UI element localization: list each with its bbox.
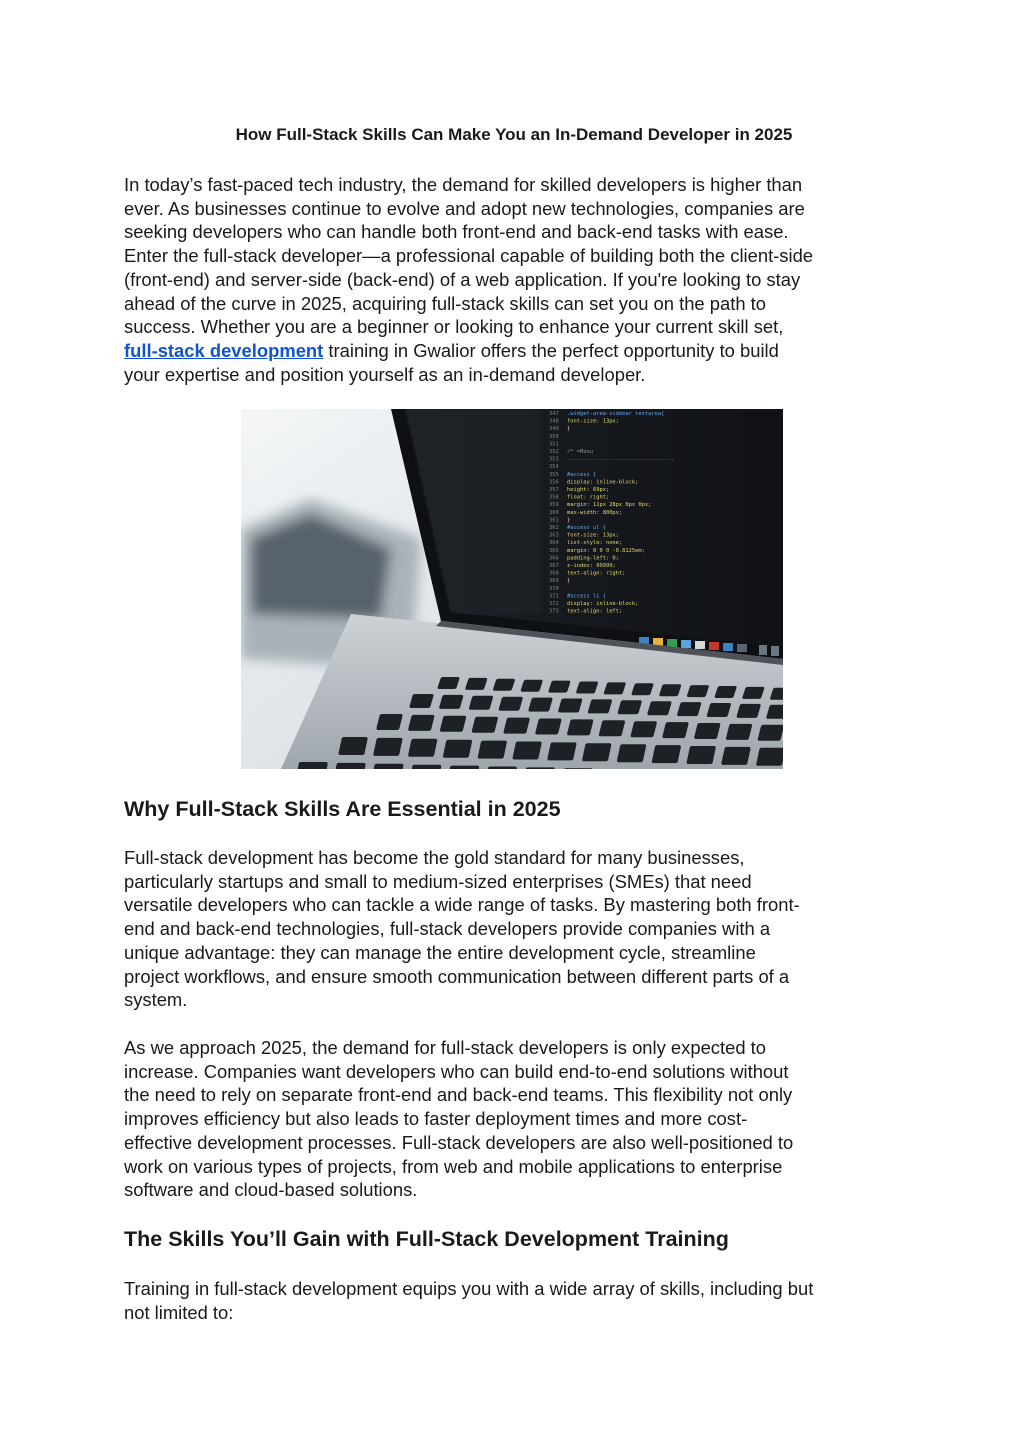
code-line-number: 353 [549,456,559,463]
keyboard-key [535,719,562,735]
keyboard-key [334,763,366,769]
keyboard-key [721,747,751,765]
code-line-text: .widget-area-sidebar textarea{ [567,411,665,417]
approach-line: As we approach 2025, the demand for full-stack developers is only expected to [124,1037,767,1058]
code-line-number: 357 [549,487,559,493]
why-line: system. [124,989,188,1011]
code-line-text: max-width: 800px; [567,509,623,516]
training-line: not limited to: [124,1301,234,1323]
keyboard-key [437,677,460,689]
keyboard-key [756,748,783,766]
keyboard-key [547,742,577,760]
keyboard-key [757,725,783,741]
code-line-number: 352 [549,449,559,455]
why-line: end and back-end technologies, full-stack developers provide companies with a [124,918,771,940]
article-title: How Full-Stack Skills Can Make You an In-Demand Developer in 2025 [235,125,793,144]
code-line-text: list-style: none; [567,540,623,547]
keyboard-key [528,698,553,712]
code-line-number: 372 [549,601,559,607]
code-line-number: 364 [549,540,559,547]
keyboard-key [726,724,753,740]
training-line: Training in full-stack development equips you with a wide array of skills, including but [124,1278,814,1299]
keyboard-key [742,687,765,699]
keyboard-key [409,694,434,708]
code-line-text: #access ul { [567,525,606,531]
code-line-number: 371 [549,593,559,600]
keyboard-key [631,683,654,695]
approach-line: increase. Companies want developers who can build end-to-end solutions without [124,1060,789,1082]
keyboard-key [471,717,498,733]
code-line-text: } [567,426,571,433]
section-heading-why: Why Full-Stack Skills Are Essential in 2025 [124,797,561,821]
keyboard-key [598,720,625,736]
keyboard-key [338,737,368,755]
code-line-text: text-align: right; [567,570,626,577]
code-line-text: z-index: 99999; [567,563,616,569]
code-line-number: 368 [549,570,559,577]
code-line-number: 359 [549,502,559,509]
intro-line: Enter the full-stack developer—a professional capable of building both the client-side [124,245,814,267]
code-line-number: 366 [549,555,559,562]
why-paragraph [124,846,904,1012]
keyboard-key [686,685,709,697]
section-heading-skills: The Skills You’ll Gain with Full-Stack Development Training [124,1227,729,1251]
keyboard-key [694,723,721,739]
keyboard-key [443,740,473,758]
training-paragraph [124,1277,904,1324]
code-line-number: 347 [549,411,559,417]
keyboard-key [617,744,647,762]
keyboard-key [503,718,530,734]
code-line-number: 355 [549,471,559,478]
approach-line: work on various types of projects, from web and mobile applications to enterprise [124,1155,783,1177]
code-line-text: #access li { [567,593,606,600]
keyboard-key [677,702,702,716]
full-stack-development-link[interactable]: full-stack development [124,339,324,361]
keyboard-key [465,678,488,690]
code-line-number: 373 [549,608,559,615]
keyboard-key [662,722,689,738]
keyboard-key [409,765,441,769]
keyboard-key [523,767,555,769]
code-line-text: /* =Menu [567,449,593,455]
keyboard-key [567,719,594,735]
code-line-number: 358 [549,494,559,501]
keyboard-key [617,700,642,714]
keyboard-key [493,679,516,691]
intro-line: seeking developers who can handle both front-end and back-end tasks with ease. [124,221,789,243]
why-line: unique advantage: they can manage the entire development cycle, streamline [124,941,756,963]
approach-line: software and cloud-based solutions. [124,1179,418,1201]
code-line-number: 356 [549,479,559,486]
approach-line: improves efficiency but also leads to faster deployment times and more cost- [124,1108,748,1130]
keyboard-key [686,746,716,764]
keyboard-key [561,768,593,769]
code-line-text: } [567,517,571,524]
keyboard-key [477,741,507,759]
code-line-number: 369 [549,578,559,585]
keyboard-key [582,743,612,761]
code-line-text: text-align: left; [567,608,623,615]
keyboard-key [587,699,612,713]
keyboard-key [659,684,682,696]
keyboard-key [440,716,467,732]
code-line-number: 370 [549,585,559,592]
code-line-text: #access { [567,471,597,478]
approach-paragraph [124,1036,904,1202]
keyboard-key [647,701,672,715]
code-line-text: display: inline-block; [567,601,639,607]
code-line-text: font-size: 13px; [567,532,619,539]
code-line-text: display: inline-block; [567,479,639,486]
intro-line: success. Whether you are a beginner or looking to enhance your current skill set, [124,316,784,338]
keyboard-key [512,742,542,760]
code-line-number: 365 [549,547,559,554]
intro-line-with-link [124,339,904,363]
keyboard-key [706,703,731,717]
keyboard-key [408,715,435,731]
keyboard-key [373,738,403,756]
code-line-text: margin: 0 0 0 -0.8125em; [567,547,645,554]
code-line-number: 367 [549,563,559,569]
why-line: Full-stack development has become the gold standard for many businesses, [124,847,745,868]
code-line-number: 354 [549,464,559,471]
intro-line: your expertise and position yourself as an in-demand developer. [124,363,646,385]
keyboard-key [576,682,599,694]
intro-paragraph [124,173,904,386]
keyboard-key [714,686,737,698]
intro-line-rest: training in Gwalior offers the perfect opportunity to build [323,339,779,361]
code-line-number: 349 [549,426,559,433]
why-line: versatile developers who can tackle a wide range of tasks. By mastering both front- [124,894,800,916]
keyboard-key [520,680,543,692]
keyboard-key [372,764,404,769]
code-line-number: 360 [549,509,559,516]
keyboard-key [439,695,464,709]
code-line-number: 361 [549,517,559,524]
keyboard-key [447,766,479,769]
approach-line: effective development processes. Full-stack developers are also well-positioned to [124,1131,794,1153]
code-line-text: --------------------------------- [567,456,675,463]
code-line-number: 351 [549,441,559,448]
code-line-text: height: 69px; [567,487,610,493]
keyboard-key [736,704,761,718]
keyboard-key [651,745,681,763]
code-line-number: 363 [549,532,559,539]
keyboard-key [296,762,328,769]
intro-line: ahead of the curve in 2025, acquiring full-stack skills can set you on the path to [124,292,767,314]
code-line-text: float: right; [567,494,610,501]
keyboard-key [485,767,517,770]
keyboard-key [376,714,403,730]
keyboard-key [558,699,583,713]
code-line-number: 348 [549,418,559,425]
why-line: project workflows, and ensure smooth communication between different parts of a [124,965,790,987]
code-line-text: margin: 11px 28px 0px 0px; [567,502,652,509]
code-line-number: 350 [549,433,559,440]
code-line-number: 362 [549,525,559,531]
intro-line: (front-end) and server-side (back-end) of a web application. If you're looking to stay [124,268,801,290]
keyboard-key [468,696,493,710]
intro-line: In today’s fast-paced tech industry, the demand for skilled developers is higher than [124,174,803,195]
why-line: particularly startups and small to medium-sized enterprises (SMEs) that need [124,870,752,892]
code-line-text: } [567,578,571,585]
intro-line: ever. As businesses continue to evolve and adopt new technologies, companies are [124,197,805,219]
keyboard-key [630,721,657,737]
approach-line: the need to rely on separate front-end and back-end teams. This flexibility not only [124,1084,793,1106]
keyboard-key [498,697,523,711]
keyboard-key [408,739,438,757]
keyboard-key [603,682,626,694]
keyboard-key [548,681,571,693]
laptop-code-image [241,409,783,769]
code-line-text: padding-left: 0; [567,555,619,562]
code-line-text: font-size: 13px; [567,418,619,425]
